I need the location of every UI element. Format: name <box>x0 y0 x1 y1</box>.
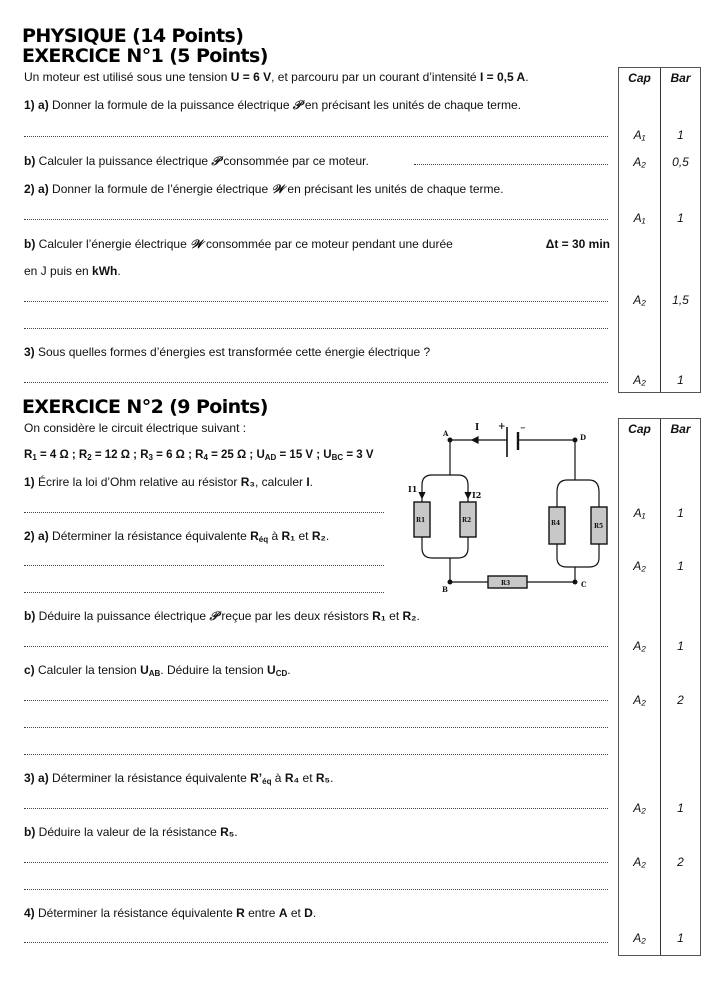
ex1-question-1b: b) Calculer la puissance électrique 𝒫 consommée par ce moteur. <box>24 154 369 168</box>
cap-cell: A₂ <box>633 931 646 945</box>
ex2-intro: On considère le circuit électrique suivant : <box>24 421 247 435</box>
cap-cell: A₂ <box>633 559 646 573</box>
header-cap: Cap <box>628 422 651 436</box>
answer-line[interactable] <box>24 727 608 728</box>
svg-text:I2: I2 <box>472 490 482 500</box>
column-divider <box>660 419 661 955</box>
cap-cell: A₁ <box>633 506 646 520</box>
bar-cell: 2 <box>677 693 684 707</box>
bar-cell: 0,5 <box>672 155 689 169</box>
ex2-question-1: 1) Écrire la loi d’Ohm relative au résistor R₃, calculer I. <box>24 475 314 489</box>
energy-symbol: 𝒲 <box>271 182 285 196</box>
answer-line[interactable] <box>24 754 608 755</box>
bar-cell: 1 <box>677 559 684 573</box>
answer-line[interactable] <box>24 512 384 513</box>
answer-line[interactable] <box>24 382 608 383</box>
svg-text:−: − <box>520 423 526 432</box>
cap-cell: A₁ <box>633 128 646 142</box>
ex2-grading-table <box>618 418 701 956</box>
ex1-question-2b-line2: en J puis en kWh. <box>24 264 121 278</box>
ex2-question-3a: 3) a) Déterminer la résistance équivalente $R’_{éq}$ à R₄ et R₅. <box>24 771 334 786</box>
ex2-question-3b: b) Déduire la valeur de la résistance R₅. <box>24 825 238 839</box>
column-divider <box>660 68 661 392</box>
svg-text:R4: R4 <box>551 520 561 527</box>
svg-text:A: A <box>443 429 449 438</box>
bar-cell: 1 <box>677 931 684 945</box>
cap-cell: A₂ <box>633 693 646 707</box>
answer-line[interactable] <box>24 808 608 809</box>
answer-line[interactable] <box>24 889 608 890</box>
ex2-question-2c: c) Calculer la tension $U_{AB}$. Déduire la tension $U_{CD}$. <box>24 663 291 678</box>
page-title: PHYSIQUE (14 Points) <box>22 25 244 47</box>
ex1-grading-table <box>618 67 701 393</box>
power-symbol: 𝒫 <box>292 98 302 112</box>
ex2-question-4: 4) Déterminer la résistance équivalente R entre A et D. <box>24 906 317 920</box>
answer-line[interactable] <box>24 862 608 863</box>
svg-text:C: C <box>581 580 587 589</box>
header-bar: Bar <box>670 422 691 436</box>
svg-text:R5: R5 <box>594 523 604 530</box>
answer-line[interactable] <box>24 700 608 701</box>
ex1-question-2b: b) Calculer l’énergie électrique 𝒲 consommée par ce moteur pendant une durée Δt = 30 min <box>24 237 610 251</box>
circuit-diagram <box>400 410 620 600</box>
header-bar: Bar <box>670 71 691 85</box>
ex2-question-2a: 2) a) Déterminer la résistance équivalente $R_{éq}$ à R₁ et R₂. <box>24 529 330 544</box>
cap-cell: A₂ <box>633 155 646 169</box>
ex1-question-3: 3) Sous quelles formes d’énergies est transformée cette énergie électrique ? <box>24 345 431 359</box>
svg-text:R2: R2 <box>462 517 472 524</box>
bar-cell: 1 <box>677 128 684 142</box>
ex2-given-values: $R_1 = 4$ Ω ; $R_2 = 12$ Ω ; $R_3 = 6$ Ω ; $R_4 = 25$ Ω ; $U_{AD} = 15$ V ; $U_{BC} = 3$ V <box>24 449 374 462</box>
bar-cell: 1 <box>677 211 684 225</box>
svg-text:+: + <box>498 422 506 432</box>
header-cap: Cap <box>628 71 651 85</box>
svg-text:B: B <box>442 585 448 594</box>
power-symbol: 𝒫 <box>209 609 219 623</box>
answer-line[interactable] <box>24 136 608 137</box>
answer-line[interactable] <box>24 219 608 220</box>
energy-symbol: 𝒲 <box>190 237 203 251</box>
bar-cell: 1 <box>677 373 684 387</box>
ex1-question-2a: 2) a) Donner la formule de l’énergie électrique 𝒲 en précisant les unités de chaque terme. <box>24 182 504 196</box>
exercise-2-title: EXERCICE N°2 (9 Points) <box>22 396 268 418</box>
bar-cell: 1 <box>677 506 684 520</box>
svg-text:D: D <box>580 433 587 442</box>
cap-cell: A₁ <box>633 211 646 225</box>
answer-line[interactable] <box>24 301 608 302</box>
bar-cell: 1 <box>677 639 684 653</box>
ex2-question-2b: b) Déduire la puissance électrique 𝒫 reçue par les deux résistors R₁ et R₂. <box>24 609 420 623</box>
cap-cell: A₂ <box>633 639 646 653</box>
answer-line[interactable] <box>24 565 384 566</box>
svg-text:R3: R3 <box>501 580 511 587</box>
cap-cell: A₂ <box>633 855 646 869</box>
answer-line[interactable] <box>414 164 608 165</box>
bar-cell: 1,5 <box>672 293 689 307</box>
bar-cell: 2 <box>677 855 684 869</box>
svg-text:I1: I1 <box>408 484 418 494</box>
svg-text:I: I <box>475 423 480 433</box>
ex1-intro: Un moteur est utilisé sous une tension U = 6 V, et parcouru par un courant d’intensité I = 0,5 A. <box>24 70 529 84</box>
answer-line[interactable] <box>24 592 384 593</box>
cap-cell: A₂ <box>633 373 646 387</box>
bar-cell: 1 <box>677 801 684 815</box>
cap-cell: A₂ <box>633 293 646 307</box>
cap-cell: A₂ <box>633 801 646 815</box>
answer-line[interactable] <box>24 328 608 329</box>
answer-line[interactable] <box>24 942 608 943</box>
svg-text:R1: R1 <box>416 517 426 524</box>
ex1-question-1a: 1) a) Donner la formule de la puissance électrique 𝒫 en précisant les unités de chaque terme. <box>24 98 521 112</box>
answer-line[interactable] <box>24 646 608 647</box>
power-symbol: 𝒫 <box>211 154 221 168</box>
exercise-1-title: EXERCICE N°1 (5 Points) <box>22 45 268 67</box>
